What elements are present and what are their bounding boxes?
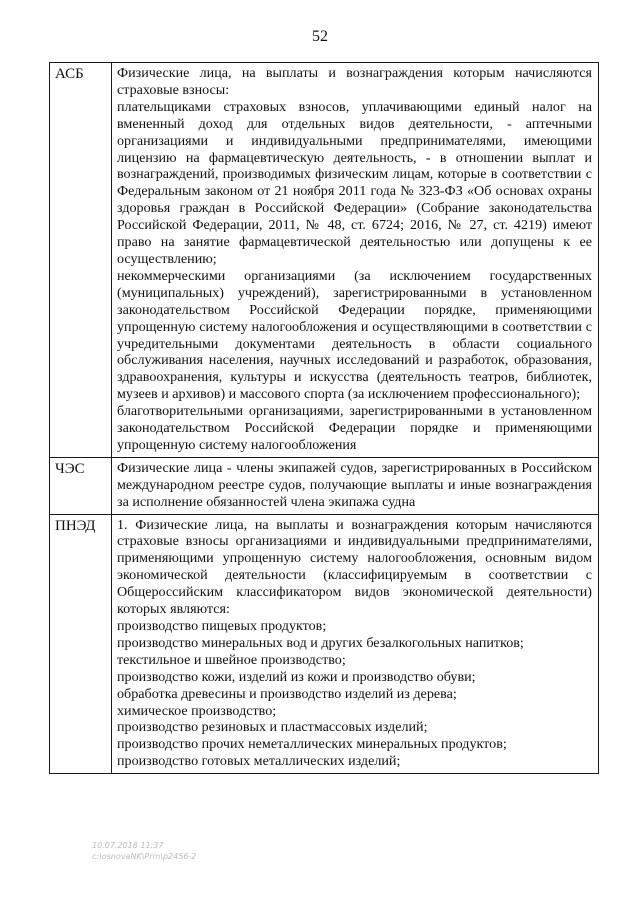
paragraph: некоммерческими организациями (за исключением государственных (муниципальных) учреждений), зарегистрированными в установленном законодательством Российской Федерации порядке, применяющими упрощенную систему налогообложения и осуществляющими в соответствии с учредительными документами деятельность в области социального обслуживания населения, научных исследований и разработок, образования, здравоохранения, культуры и искусства (деятельность театров, библиотек, музеев и архивов) и массового спорта (за исключением профессионального); [117,267,592,403]
paragraph: 1. Физические лица, на выплаты и вознаграждения которым начисляются страховые взносы организациями и индивидуальными предпринимателями, применяющими упрощенную систему налогообложения, основным видом экономической деятельности (классифицируемым в соответствии с Общероссийским классификатором видов экономической деятельности) которых являются: [117,516,592,618]
paragraph: Физические лица - члены экипажей судов, зарегистрированных в Российском международном реестре судов, получающие выплаты и иные вознаграждения за исполнение обязанностей члена экипажа судна [117,459,592,510]
paragraph: благотворительными организациями, зарегистрированными в установленном законодательством Российской Федерации порядке и применяющими упрощенную систему налогообложения [117,403,592,453]
code-cell: ЧЭС [50,457,112,514]
stamp-line: 10.07.2018 11:37 [92,841,164,850]
payer-codes-table [49,62,599,774]
description-cell [112,514,599,774]
description-cell [112,63,599,458]
table-row [50,457,599,514]
code-cell: ПНЭД [50,514,112,774]
paragraph: Физические лица, на выплаты и вознаграждения которым начисляются страховые взносы: [117,65,592,98]
code-cell: АСБ [50,63,112,458]
list-item: производство готовых металлических изделий; [117,753,401,770]
list-item: производство кожи, изделий из кожи и производство обуви; [117,668,476,685]
list-item: производство минеральных вод и других безалкогольных напитков; [117,634,524,651]
table-row [50,63,599,458]
list-item: производство прочих неметаллических минеральных продуктов; [117,736,507,753]
list-item: текстильное и швейное производство; [117,651,346,668]
page-number: 52 [312,28,328,45]
document-stamp [92,840,196,862]
paragraph: плательщиками страховых взносов, уплачивающими единый налог на вмененный доход для отдельных видов деятельности, - аптечными организациями и индивидуальными предпринимателями, имеющими лицензию на фармацевтическую деятельность, - в отношении выплат и вознаграждений, производимых физическим лицам, которые в соответствии с Федеральным законом от 21 ноября 2011 года № 323-ФЗ «Об основах охраны здоровья граждан в Российской Федерации» (Собрание законодательства Российской Федерации, 2011, № 48, ст. 6724; 2016, № 27, ст. 4219) имеют право на занятие фармацевтической деятельностью или допущены к ее осуществлению; [117,98,592,267]
table-row [50,514,599,774]
description-cell [112,457,599,514]
stamp-line: с:\osnovaNK\Prm\p2456-2 [92,852,197,861]
list-item: производство пищевых продуктов; [117,618,327,634]
list-item: химическое производство; [117,702,277,719]
list-item: обработка древесины и производство изделий из дерева; [117,685,457,702]
list-item: производство резиновых и пластмассовых изделий; [117,719,428,736]
